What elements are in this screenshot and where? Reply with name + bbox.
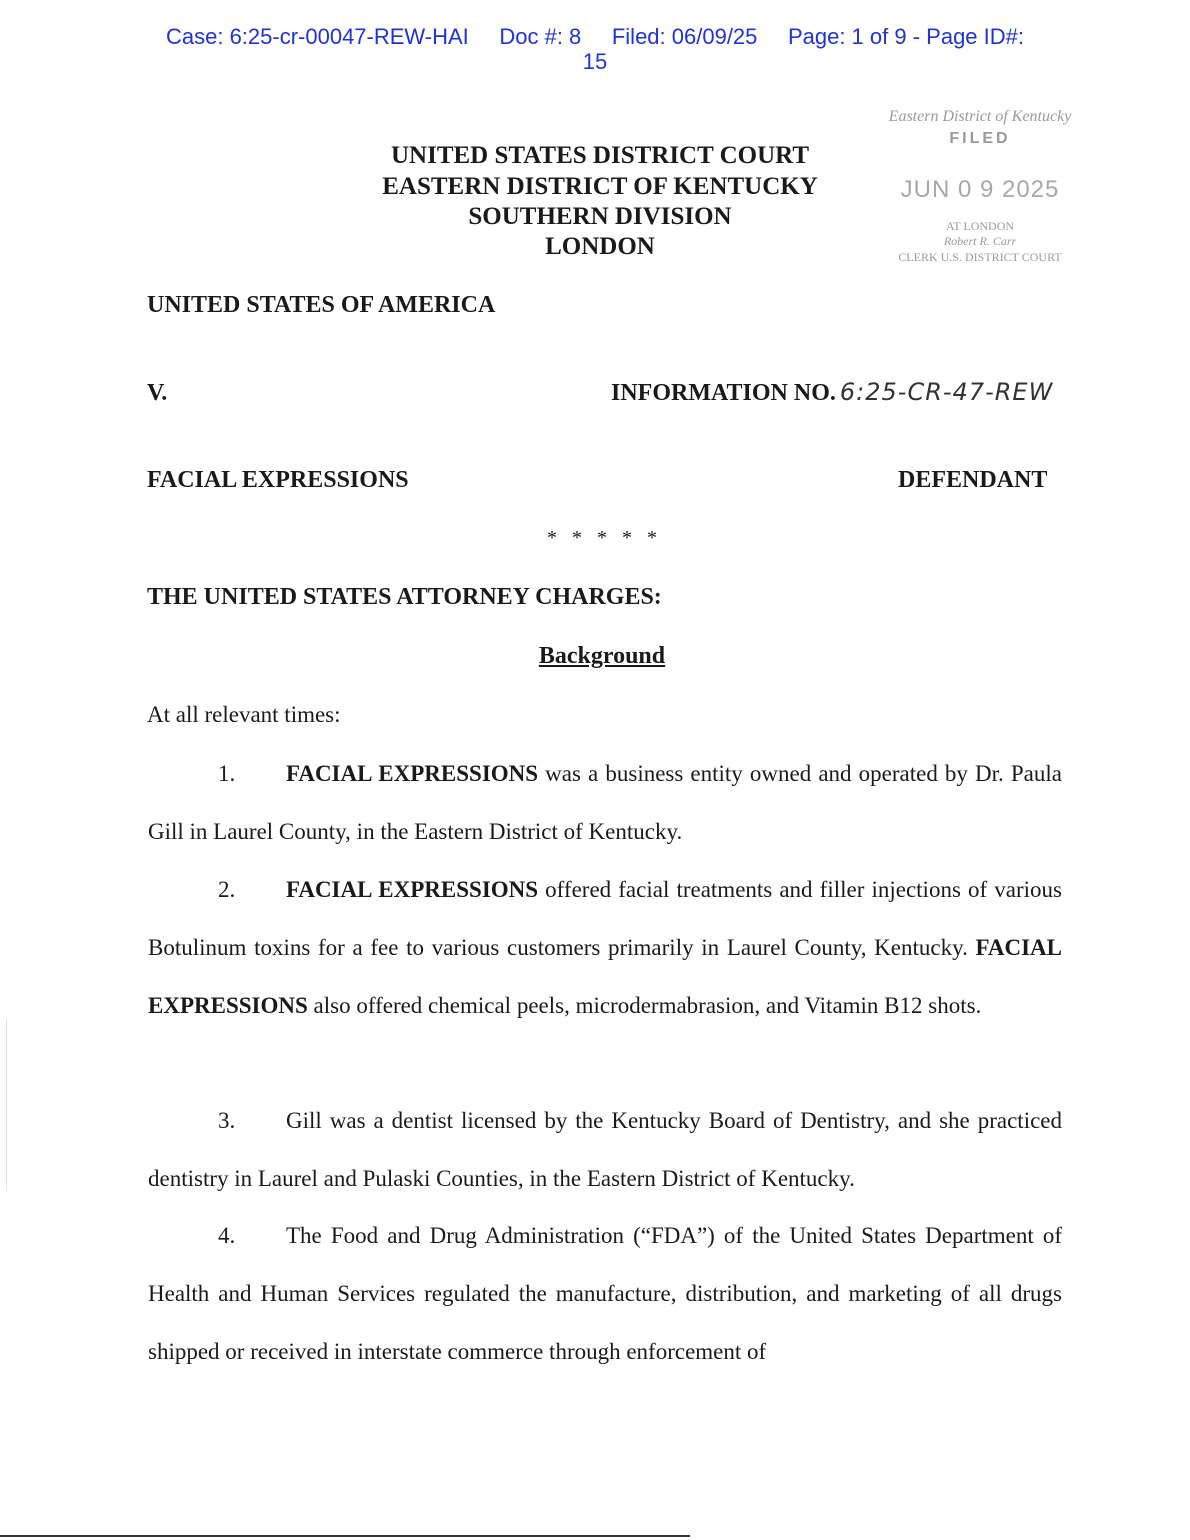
ecf-header-line: Case: 6:25-cr-00047-REW-HAI Doc #: 8 Filed: 06/09/25 Page: 1 of 9 - Page ID#: [165, 24, 1024, 49]
paragraph-3 [148, 1092, 1062, 1208]
court-name: UNITED STATES DISTRICT COURT [391, 142, 809, 169]
section-heading: Background [538, 643, 666, 669]
paragraph-text: The Food and Drug Administration (“FDA”) of the United States Department of Health and Human Services regulated the manufacture, distribution, and marketing of all drugs shipped or received in interstate commerce through enforcement of [148, 1223, 1062, 1364]
court-location: LONDON [545, 233, 655, 260]
paragraph-text: offered facial treatments and filler injections of various Botulinum toxins for a fee to various customers primarily in Laurel County, Kentucky. [148, 877, 1062, 960]
scan-artifact [6, 1020, 7, 1190]
paragraph-number: 2. [218, 877, 236, 902]
page-edge-line [0, 1535, 690, 1537]
paragraph-number: 4. [218, 1223, 236, 1248]
information-number: 6:25-CR-47-REW [839, 378, 1054, 406]
information-number-line [611, 378, 1053, 407]
stamp-clerk: Robert R. Carr [943, 234, 1017, 248]
entity-name: FACIAL EXPRESSIONS [148, 935, 1062, 1018]
court-division: SOUTHERN DIVISION [468, 203, 732, 230]
defendant-name: FACIAL EXPRESSIONS [147, 467, 409, 493]
stamp-filed: FILED [949, 130, 1011, 147]
paragraph-number: 1. [218, 761, 236, 786]
paragraph-text: was a business entity owned and operated by Dr. Paula Gill in Laurel County, in the Eastern District of Kentucky. [148, 761, 1062, 844]
versus-label: V. [147, 380, 168, 406]
defendant-label: DEFENDANT [898, 467, 1048, 493]
plaintiff-name: UNITED STATES OF AMERICA [147, 292, 496, 318]
intro-text: At all relevant times: [147, 702, 341, 727]
paragraph-text: Gill was a dentist licensed by the Kentucky Board of Dentistry, and she practiced dentistry in Laurel and Pulaski Counties, in the Eastern District of Kentucky. [148, 1108, 1062, 1191]
stamp-date: JUN 0 9 2025 [900, 176, 1060, 203]
paragraph-1 [148, 745, 1062, 861]
ecf-page-id: 15 [582, 49, 608, 74]
stamp-location: AT LONDON [945, 219, 1015, 233]
paragraph-2 [148, 861, 1062, 1035]
stamp-district: Eastern District of Kentucky [888, 108, 1072, 125]
paragraph-text: also offered chemical peels, microdermabrasion, and Vitamin B12 shots. [307, 993, 982, 1018]
information-label: INFORMATION NO. [611, 380, 836, 406]
stamp-clerk-title: CLERK U.S. DISTRICT COURT [898, 250, 1062, 264]
entity-name: FACIAL EXPRESSIONS [286, 877, 539, 902]
paragraph-4 [148, 1207, 1062, 1381]
caption-separator: * * * * * [547, 527, 657, 549]
court-district: EASTERN DISTRICT OF KENTUCKY [382, 173, 818, 200]
paragraph-number: 3. [218, 1108, 236, 1133]
charges-heading: THE UNITED STATES ATTORNEY CHARGES: [147, 584, 662, 610]
entity-name: FACIAL EXPRESSIONS [286, 761, 539, 786]
